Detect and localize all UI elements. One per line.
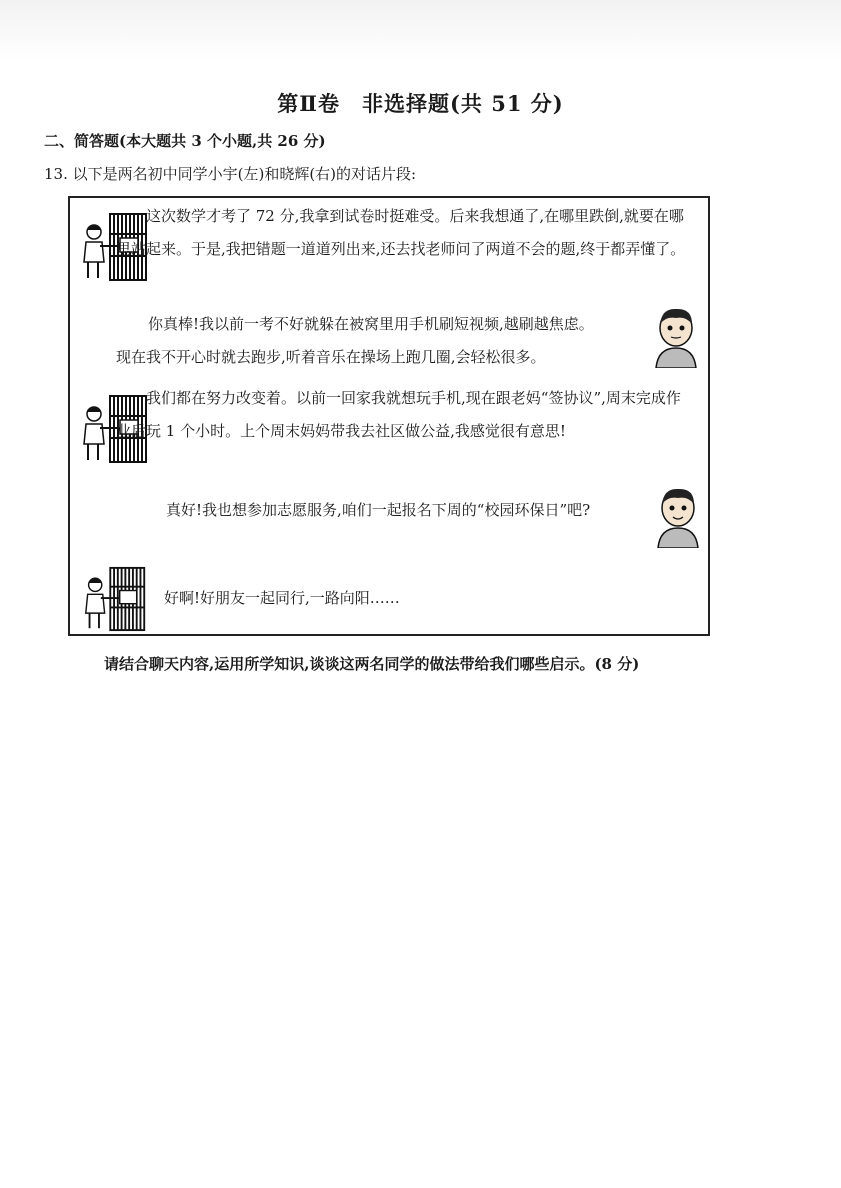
dialogue-box [68, 196, 710, 636]
dialogue-line-2a: 你真棒!我以前一考不好就躲在被窝里用手机刷短视频,越刷越焦虑。 [148, 315, 594, 333]
scan-shade [0, 0, 841, 60]
boy-at-bookshelf-icon [80, 566, 150, 632]
boy-face-icon [652, 306, 700, 368]
dialogue-line-1: 这次数学才考了 72 分,我拿到试卷时挺难受。后来我想通了,在哪里跌倒,就要在哪里站起来。于是,我把错题一道道列出来,还去找老师问了两道不会的题,终于都弄懂了。 [116, 207, 686, 258]
dialogue-line-5: 好啊!好朋友一起同行,一路向阳…… [164, 589, 400, 607]
page-title: 第Ⅱ卷 非选择题(共 51 分) [277, 91, 564, 116]
question-stem: 13. 以下是两名初中同学小宇(左)和晓辉(右)的对话片段: [44, 165, 417, 183]
question-instruction: 请结合聊天内容,运用所学知识,谈谈这两名同学的做法带给我们哪些启示。(8 分) [104, 655, 640, 673]
dialogue-line-4: 真好!我也想参加志愿服务,咱们一起报名下周的“校园环保日”吧? [166, 501, 591, 519]
dialogue-line-3: 我们都在努力改变着。以前一回家我就想玩手机,现在跟老妈“签协议”,周末完成作业后玩 1 个小时。上个周末妈妈带我去社区做公益,我感觉很有意思! [116, 389, 681, 440]
section-heading: 二、简答题(本大题共 3 个小题,共 26 分) [44, 132, 326, 150]
dialogue-line-2 [116, 308, 656, 374]
dialogue-line-2b: 现在我不开心时就去跑步,听着音乐在操场上跑几圈,会轻松很多。 [116, 348, 546, 366]
